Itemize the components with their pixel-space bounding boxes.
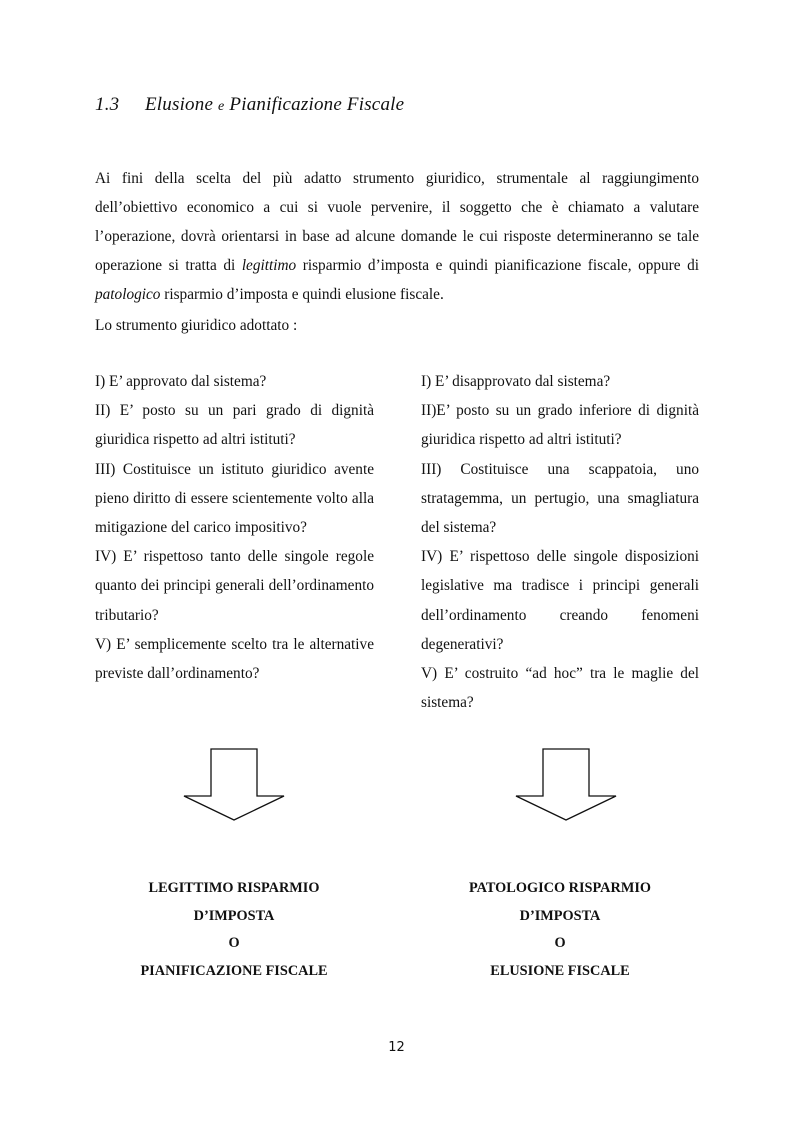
paragraph-italic-patologico: patologico: [95, 286, 161, 303]
left-question-1: I) E’ approvato dal sistema?: [95, 373, 267, 390]
left-question-5: V) E’ semplicemente scelto tra le alternative previste dall’ordinamento?: [95, 635, 374, 683]
section-heading: [95, 94, 404, 116]
outcome-left-line-4: PIANIFICAZIONE FISCALE: [140, 962, 328, 979]
down-arrow-icon: [182, 748, 286, 822]
page-number: 12: [388, 1040, 405, 1055]
right-questions-column: [421, 367, 699, 717]
outcome-left-line-3: O: [228, 935, 240, 951]
left-question-4: IV) E’ rispettoso tanto delle singole regole quanto dei principi generali dell’ordinamento tributario?: [95, 548, 374, 624]
right-question-3: III) Costituisce una scappatoia, uno stratagemma, un pertugio, una smagliatura del sistema?: [421, 460, 699, 537]
paragraph-text-3: risparmio d’imposta e quindi elusione fiscale.: [160, 286, 444, 303]
left-question-2: II) E’ posto su un pari grado di dignità giuridica rispetto ad altri istituti?: [95, 402, 374, 449]
paragraph-text-2: risparmio d’imposta e quindi pianificazione fiscale, oppure di: [296, 257, 699, 274]
right-question-5: V) E’ costruito “ad hoc” tra le maglie del sistema?: [421, 665, 699, 712]
paragraph-italic-legittimo: legittimo: [241, 257, 297, 274]
left-question-3: III) Costituisce un istituto giuridico avente pieno diritto di essere scientemente volto alla mitigazione del carico impositivo?: [95, 460, 374, 537]
down-arrow-icon: [514, 748, 618, 822]
right-question-1: I) E’ disapprovato dal sistema?: [421, 373, 611, 390]
outcome-legitimate: [84, 875, 384, 985]
section-title-part1: Elusione: [145, 94, 214, 115]
right-question-2: II)E’ posto su un grado inferiore di dignità giuridica rispetto ad altri istituti?: [421, 402, 699, 449]
right-question-4: IV) E’ rispettoso delle singole disposizioni legislative ma tradisce i principi generali dell’ordinamento creando fenomeni degenerativi?: [421, 548, 699, 653]
outcome-pathological: [410, 875, 710, 985]
intro-paragraph: [95, 164, 699, 309]
paragraph-text-1: Ai fini della scelta del più adatto strumento giuridico, strumentale al raggiungimento dell’obiettivo economico a cui si vuole pervenire, il soggetto che è chiamato a valutare l’operazione, dovrà orientarsi in base ad alcune domande le cui risposte determineranno se tale operazione si tratta di: [95, 170, 699, 274]
left-questions-column: [95, 367, 374, 688]
outcome-right-line-3: O: [554, 935, 566, 951]
section-title-part2: Pianificazione Fiscale: [229, 94, 405, 115]
outcome-right-line-2: D’IMPOSTA: [519, 907, 601, 924]
outcome-right-line-4: ELUSIONE FISCALE: [490, 962, 630, 979]
lead-in-line: Lo strumento giuridico adottato :: [95, 317, 298, 334]
section-title-connector: e: [218, 99, 225, 114]
section-number: 1.3: [95, 94, 120, 115]
outcome-left-line-2: D’IMPOSTA: [193, 907, 275, 924]
outcome-left-line-1: LEGITTIMO RISPARMIO: [148, 880, 320, 896]
outcome-right-line-1: PATOLOGICO RISPARMIO: [468, 880, 652, 896]
